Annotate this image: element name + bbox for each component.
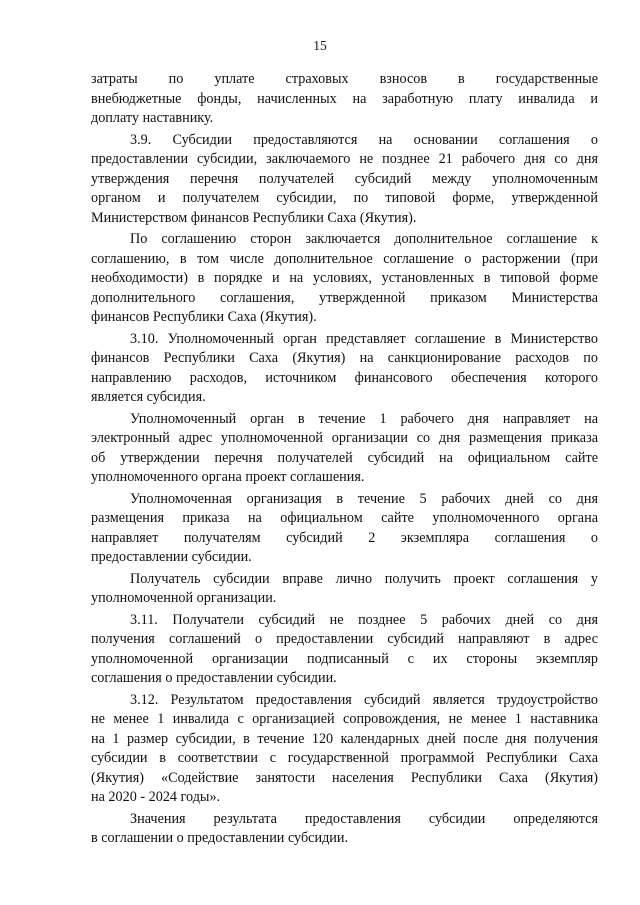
- text-line: предоставлении субсидии.: [91, 549, 252, 565]
- text-line: в соглашении о предоставлении субсидии.: [91, 830, 349, 846]
- paragraph: [91, 70, 598, 129]
- text-line: является субсидия.: [91, 389, 206, 405]
- document-body: [91, 70, 598, 851]
- paragraph: [91, 810, 598, 849]
- text-line: Уполномоченная организация в течение 5 рабочих дней со дня: [130, 490, 598, 507]
- text-line: 3.11. Получатели субсидий не позднее 5 рабочих дней со дня: [130, 611, 598, 628]
- text-line: на 2020 - 2024 годы».: [91, 789, 221, 805]
- text-line: направляет получателям субсидий 2 экземпляра соглашения о: [91, 529, 598, 546]
- text-line: 3.10. Уполномоченный орган представляет соглашение в Министерство: [130, 330, 598, 347]
- text-line: размещения приказа на официальном сайте уполномоченного органа: [91, 510, 598, 526]
- text-line: финансов Республики Саха (Якутия) на санкционирование расходов по: [91, 350, 598, 366]
- text-line: 3.12. Результатом предоставления субсидий является трудоустройство: [130, 691, 598, 708]
- text-line: уполномоченной организации.: [91, 590, 277, 606]
- text-line: Министерством финансов Республики Саха (Якутия).: [91, 209, 417, 226]
- text-line: внебюджетные фонды, начисленных на заработную плату инвалида и: [91, 90, 598, 107]
- text-line: предоставлении субсидии, заключаемого не позднее 21 рабочего дня со дня: [91, 151, 598, 167]
- text-line: соглашению, в том числе дополнительное соглашение о расторжении (при: [91, 250, 598, 267]
- text-line: не менее 1 инвалида с организацией сопровождения, не менее 1 наставника: [91, 711, 598, 727]
- text-line: затраты по уплате страховых взносов в государственные: [91, 71, 598, 87]
- paragraph: [91, 230, 598, 328]
- text-line: Значения результата предоставления субсидии определяются: [130, 810, 598, 827]
- paragraph: [91, 131, 598, 229]
- text-line: доплату наставнику.: [91, 110, 214, 126]
- paragraph: [91, 691, 598, 808]
- text-line: электронный адрес уполномоченной организации со дня размещения приказа: [91, 430, 598, 446]
- text-line: направлению расходов, источником финансового обеспечения которого: [91, 369, 598, 386]
- text-line: необходимости) в порядке и на условиях, установленных в типовой форме: [91, 270, 598, 286]
- paragraph: [91, 570, 598, 609]
- paragraph: [91, 410, 598, 488]
- paragraph: [91, 611, 598, 689]
- page-number: 15: [313, 38, 327, 53]
- text-line: об утверждении перечня получателей субсидий на официальном сайте: [91, 449, 598, 466]
- text-line: на 1 размер субсидии, в течение 120 календарных дней после дня получения: [91, 730, 598, 747]
- text-line: уполномоченной организации подписанный с их стороны экземпляр: [91, 650, 598, 667]
- text-line: уполномоченного органа проект соглашения.: [91, 469, 365, 485]
- text-line: (Якутия) «Содействие занятости населения Республики Саха (Якутия): [91, 769, 598, 786]
- text-line: субсидии в соответствии с государственной программой Республики Саха: [91, 750, 598, 766]
- text-line: органом и получателем субсидии, по типовой форме, утвержденной: [91, 190, 598, 206]
- text-line: Уполномоченный орган в течение 1 рабочего дня направляет на: [130, 410, 598, 427]
- paragraph: [91, 330, 598, 408]
- text-line: По соглашению сторон заключается дополнительное соглашение к: [130, 231, 598, 247]
- text-line: утверждения перечня получателей субсидий между уполномоченным: [91, 170, 598, 187]
- text-line: финансов Республики Саха (Якутия).: [91, 309, 317, 325]
- text-line: 3.9. Субсидии предоставляются на основании соглашения о: [130, 131, 598, 148]
- text-line: дополнительного соглашения, утвержденной приказом Министерства: [91, 289, 598, 306]
- text-line: соглашения о предоставлении субсидии.: [91, 670, 337, 686]
- paragraph: [91, 490, 598, 568]
- text-line: получения соглашений о предоставлении субсидий направляют в адрес: [91, 631, 598, 647]
- text-line: Получатель субсидии вправе лично получить проект соглашения у: [130, 570, 598, 587]
